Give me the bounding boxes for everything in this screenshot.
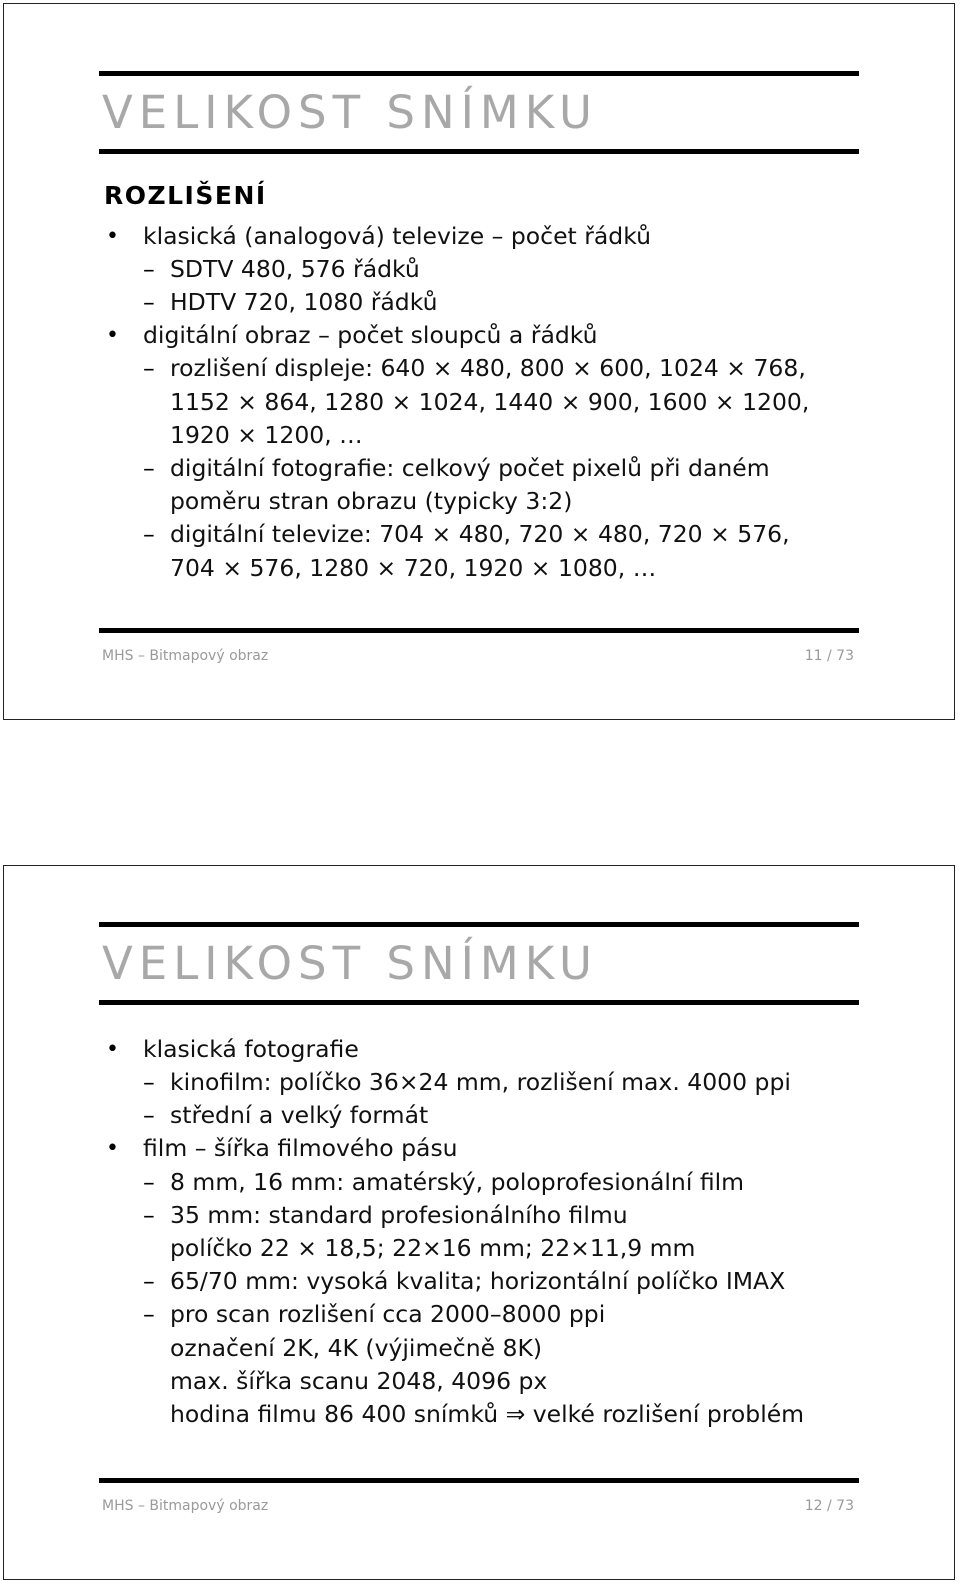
dash-icon: – <box>143 1101 155 1129</box>
dash-icon: – <box>143 1068 155 1096</box>
bullet-icon: • <box>106 224 119 249</box>
title-bottom-rule <box>99 149 859 154</box>
footer-title: MHS – Bitmapový obraz <box>102 648 269 664</box>
sub-list-item-continuation: 1152 × 864, 1280 × 1024, 1440 × 900, 1600 × 1200, <box>170 388 810 416</box>
dash-icon: – <box>143 1168 155 1196</box>
sub-list-item: digitální televize: 704 × 480, 720 × 480, 720 × 576, <box>170 520 790 548</box>
dash-icon: – <box>143 1267 155 1295</box>
sub-list-item: kinofilm: políčko 36×24 mm, rozlišení max. 4000 ppi <box>170 1068 791 1096</box>
footer-rule <box>99 1478 859 1483</box>
sub-list-item: 65/70 mm: vysoká kvalita; horizontální políčko IMAX <box>170 1267 786 1295</box>
list-item: klasická fotografie <box>143 1035 359 1063</box>
sub-list-item-continuation: 704 × 576, 1280 × 720, 1920 × 1080, … <box>170 554 657 582</box>
footer-title: MHS – Bitmapový obraz <box>102 1498 269 1514</box>
section-heading: ROZLIŠENÍ <box>104 181 267 210</box>
sub-list-item-continuation: poměru stran obrazu (typicky 3:2) <box>170 487 573 515</box>
bullet-icon: • <box>106 323 119 348</box>
title-top-rule <box>99 922 859 927</box>
sub-list-item-continuation: max. šířka scanu 2048, 4096 px <box>170 1367 548 1395</box>
bullet-icon: • <box>106 1136 119 1161</box>
page-number: 12 / 73 <box>804 1498 854 1514</box>
sub-list-item: pro scan rozlišení cca 2000–8000 ppi <box>170 1300 606 1328</box>
footer-rule <box>99 628 859 633</box>
slide-title: VELIKOST SNÍMKU <box>102 937 598 990</box>
dash-icon: – <box>143 288 155 316</box>
sub-list-item-continuation: hodina filmu 86 400 snímků ⇒ velké rozlišení problém <box>170 1400 805 1428</box>
sub-list-item: 8 mm, 16 mm: amatérský, poloprofesionální film <box>170 1168 745 1196</box>
dash-icon: – <box>143 255 155 283</box>
title-top-rule <box>99 71 859 76</box>
slide-11 <box>3 3 955 720</box>
sub-list-item-continuation: 1920 × 1200, … <box>170 421 363 449</box>
bullet-icon: • <box>106 1037 119 1062</box>
page-number: 11 / 73 <box>804 648 854 664</box>
dash-icon: – <box>143 1201 155 1229</box>
dash-icon: – <box>143 1300 155 1328</box>
sub-list-item: střední a velký formát <box>170 1101 429 1129</box>
title-bottom-rule <box>99 1000 859 1005</box>
slide-title: VELIKOST SNÍMKU <box>102 86 598 139</box>
sub-list-item: 35 mm: standard profesionálního filmu <box>170 1201 628 1229</box>
sub-list-item: HDTV 720, 1080 řádků <box>170 288 438 316</box>
dash-icon: – <box>143 454 155 482</box>
sub-list-item: rozlišení displeje: 640 × 480, 800 × 600, 1024 × 768, <box>170 354 806 382</box>
dash-icon: – <box>143 520 155 548</box>
dash-icon: – <box>143 354 155 382</box>
sub-list-item-continuation: označení 2K, 4K (výjimečně 8K) <box>170 1334 543 1362</box>
slide-12 <box>3 865 955 1580</box>
sub-list-item-continuation: políčko 22 × 18,5; 22×16 mm; 22×11,9 mm <box>170 1234 696 1262</box>
list-item: klasická (analogová) televize – počet řádků <box>143 222 652 250</box>
list-item: film – šířka filmového pásu <box>143 1134 458 1162</box>
list-item: digitální obraz – počet sloupců a řádků <box>143 321 598 349</box>
sub-list-item: SDTV 480, 576 řádků <box>170 255 420 283</box>
sub-list-item: digitální fotografie: celkový počet pixelů při daném <box>170 454 770 482</box>
